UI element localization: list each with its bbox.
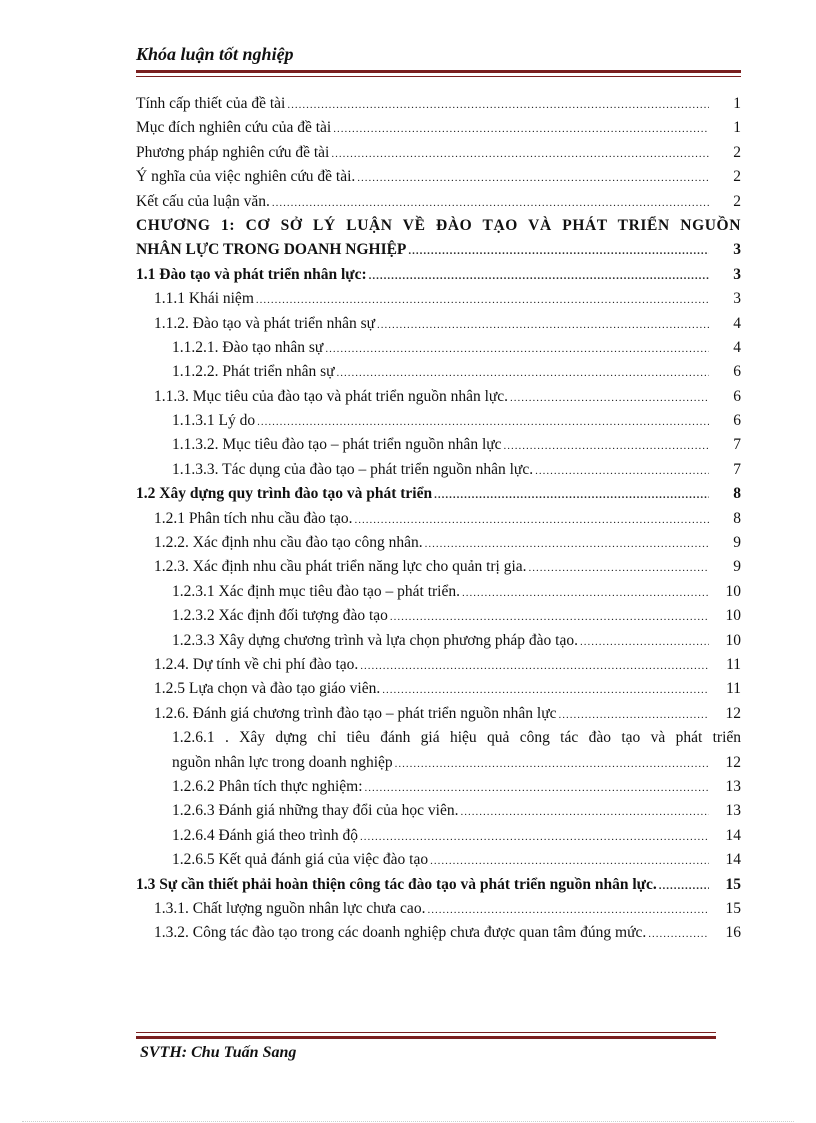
toc-entry[interactable] (136, 141, 741, 165)
toc-entry-wrapped[interactable]: 1.2.6.1 . Xây dựng chỉ tiêu đánh giá hiệu quả công tác đào tạo và phát triển (172, 729, 741, 747)
toc-entry-page: 2 (733, 168, 741, 186)
toc-entry-page: 9 (733, 558, 741, 576)
toc-entry-page: 4 (733, 338, 741, 356)
toc-entry-title: Kết cấu của luận văn. (136, 192, 270, 210)
toc-entry-page: 12 (725, 704, 741, 722)
toc-leader (331, 142, 709, 166)
toc-entry-page: 10 (725, 582, 741, 600)
toc-leader (460, 800, 709, 824)
toc-entry-title: 1.2.3. Xác định nhu cầu phát triển năng lực cho quản trị gia. (154, 558, 527, 576)
toc-leader (395, 752, 709, 776)
toc-entry-page: 13 (725, 802, 741, 820)
toc-leader (357, 166, 709, 190)
toc-entry[interactable] (136, 604, 741, 628)
toc-entry-title: Mục đích nghiên cứu của đề tài (136, 119, 332, 137)
toc-entry-title: 1.2.3.3 Xây dựng chương trình và lựa chọn phương pháp đào tạo. (172, 631, 578, 649)
toc-leader (287, 93, 709, 117)
toc-leader (257, 410, 709, 434)
toc-entry[interactable] (136, 458, 741, 482)
toc-leader (333, 117, 709, 141)
toc-entry-page: 1 (733, 119, 741, 137)
toc-entry-page: 15 (725, 875, 741, 893)
toc-entry-title: 1.1.2. Đào tạo và phát triển nhân sự (154, 314, 376, 332)
toc-entry-page: 15 (725, 899, 741, 917)
toc-entry[interactable] (136, 921, 741, 945)
toc-entry-page: 13 (725, 777, 741, 795)
toc-entry-title: nguồn nhân lực trong doanh nghiệp (172, 753, 393, 771)
toc-entry-page: 12 (725, 753, 741, 771)
toc-entry[interactable] (136, 165, 741, 189)
toc-entry[interactable] (136, 580, 741, 604)
toc-entry[interactable] (136, 116, 741, 140)
footer-rule-thin (136, 1032, 716, 1033)
toc-entry[interactable] (136, 336, 741, 360)
toc-entry-page: 16 (725, 924, 741, 942)
toc-entry-title: 1.2.2. Xác định nhu cầu đào tạo công nhân. (154, 534, 423, 552)
toc-entry[interactable] (136, 897, 741, 921)
header-title: Khóa luận tốt nghiệp (136, 44, 294, 64)
toc-entry-page: 6 (733, 412, 741, 430)
toc-entry-title: 1.1.2.1. Đào tạo nhân sự (172, 338, 324, 356)
toc-entry-title: 1.1 Đào tạo và phát triển nhân lực: (136, 265, 367, 283)
toc-entry-title: 1.2.3.1 Xác định mục tiêu đào tạo – phát triển. (172, 582, 460, 600)
toc-entry-page: 7 (733, 460, 741, 478)
toc-entry-title: 1.1.3.3. Tác dụng của đào tạo – phát triển nguồn nhân lực. (172, 460, 534, 478)
toc-leader (390, 605, 709, 629)
toc-leader (462, 581, 709, 605)
toc-entry-page: 8 (733, 509, 741, 527)
toc-entry[interactable] (136, 555, 741, 579)
toc-entry[interactable] (136, 873, 741, 897)
toc-entry-title: 1.2.6.5 Kết quả đánh giá của việc đào tạo (172, 851, 429, 869)
toc-entry[interactable] (136, 799, 741, 823)
toc-leader (272, 191, 709, 215)
toc-entry-page: 7 (733, 436, 741, 454)
toc-leader (425, 532, 709, 556)
header-rule-thin (136, 76, 741, 77)
toc-entry-page: 9 (733, 534, 741, 552)
toc-entry-page: 10 (725, 607, 741, 625)
toc-entry-page: 8 (733, 485, 741, 503)
toc-entry-title: 1.2.6.2 Phân tích thực nghiệm: (172, 777, 363, 795)
toc-leader (434, 483, 709, 507)
toc-entry[interactable] (136, 360, 741, 384)
toc-entry[interactable] (136, 507, 741, 531)
toc-leader (659, 874, 709, 898)
toc-entry-title: 1.1.1 Khái niệm (154, 290, 254, 308)
toc-entry-page: 10 (725, 631, 741, 649)
toc-leader (504, 434, 709, 458)
page-bottom-dotted-border (22, 1121, 794, 1122)
toc-entry[interactable] (136, 482, 741, 506)
toc-entry-title: 1.2.3.2 Xác định đối tượng đào tạo (172, 607, 388, 625)
toc-entry-page: 2 (733, 143, 741, 161)
toc-leader (360, 825, 709, 849)
toc-leader (430, 849, 709, 873)
toc-leader (377, 313, 709, 337)
toc-entry[interactable] (136, 190, 741, 214)
toc-entry-page: 1 (733, 95, 741, 112)
toc-leader (337, 361, 709, 385)
toc-entry[interactable] (136, 263, 741, 287)
toc-entry-page: 11 (726, 680, 741, 698)
header-rule-thick (136, 70, 741, 73)
toc-entry-title: 1.3.1. Chất lượng nguồn nhân lực chưa cao. (154, 899, 426, 917)
toc-entry-page: 3 (733, 241, 741, 259)
toc-entry[interactable] (136, 775, 741, 799)
toc-leader (535, 459, 709, 483)
toc-entry-title: 1.2.6.4 Đánh giá theo trình độ (172, 826, 358, 844)
toc-entry-title: 1.2.6. Đánh giá chương trình đào tạo – phát triển nguồn nhân lực (154, 704, 557, 722)
toc-entry-title: 1.1.3.2. Mục tiêu đào tạo – phát triển nguồn nhân lực (172, 436, 502, 454)
toc-leader (382, 678, 709, 702)
toc-entry-page: 6 (733, 363, 741, 381)
toc-leader (510, 386, 709, 410)
toc-chapter-heading[interactable]: CHƯƠNG 1: CƠ SỞ LÝ LUẬN VỀ ĐÀO TẠO VÀ PHÁT TRIỂN NGUỒN (136, 216, 741, 234)
toc-entry-page: 11 (726, 655, 741, 673)
toc-entry[interactable] (136, 653, 741, 677)
toc-entry-title: Phương pháp nghiên cứu đề tài (136, 143, 330, 161)
toc-entry-wrapped-cont[interactable] (136, 751, 741, 775)
toc-entry-title: 1.3 Sự cần thiết phải hoàn thiện công tác đào tạo và phát triển nguồn nhân lực. (136, 875, 657, 893)
toc-entry-page: 3 (733, 290, 741, 308)
toc-entry-title: Ý nghĩa của việc nghiên cứu đề tài. (136, 168, 356, 186)
toc-leader (360, 654, 709, 678)
toc-entry[interactable] (136, 287, 741, 311)
toc-entry-page: 14 (725, 826, 741, 844)
toc-leader (256, 288, 709, 312)
toc-entry-title: 1.2.6.3 Đánh giá những thay đổi của học viên. (172, 802, 459, 820)
toc-entry-page: 2 (733, 192, 741, 210)
toc-leader (408, 239, 709, 263)
toc-entry-title: 1.2.4. Dự tính về chi phí đào tạo. (154, 655, 359, 673)
toc-entry[interactable] (136, 92, 741, 116)
toc-entry-title: 1.1.3. Mục tiêu của đào tạo và phát triển nguồn nhân lực. (154, 387, 509, 405)
toc-entry-page: 4 (733, 314, 741, 332)
toc-entry-title: 1.1.3.1 Lý do (172, 412, 256, 430)
toc-leader (648, 922, 709, 946)
toc-entry[interactable] (136, 433, 741, 457)
toc-entry-title: 1.1.2.2. Phát triển nhân sự (172, 363, 335, 381)
toc-leader (580, 630, 709, 654)
toc-entry[interactable] (136, 385, 741, 409)
toc-entry[interactable] (136, 848, 741, 872)
toc-entry[interactable] (136, 531, 741, 555)
toc-entry-title: 1.3.2. Công tác đào tạo trong các doanh nghiệp chưa được quan tâm đúng mức. (154, 924, 647, 942)
toc-entry-title: Tính cấp thiết của đề tài (136, 95, 286, 112)
toc-leader (365, 776, 709, 800)
toc-entry[interactable] (136, 677, 741, 701)
toc-entry-title: 1.2.5 Lựa chọn và đào tạo giáo viên. (154, 680, 381, 698)
toc-entry[interactable] (136, 824, 741, 848)
toc-leader (369, 264, 709, 288)
toc-chapter-heading-cont[interactable] (136, 238, 741, 262)
toc-entry-title: 1.2 Xây dựng quy trình đào tạo và phát triển (136, 485, 433, 503)
toc-entry[interactable] (136, 312, 741, 336)
toc-entry-page: 14 (725, 851, 741, 869)
toc-entry-title: 1.2.1 Phân tích nhu cầu đào tạo. (154, 509, 353, 527)
toc-leader (325, 337, 709, 361)
table-of-contents (136, 92, 741, 946)
toc-leader (559, 703, 709, 727)
footer-author: SVTH: Chu Tuấn Sang (140, 1044, 297, 1061)
toc-entry-page: 6 (733, 387, 741, 405)
toc-entry-page: 3 (733, 265, 741, 283)
toc-entry-title: NHÂN LỰC TRONG DOANH NGHIỆP (136, 241, 407, 259)
toc-leader (354, 508, 709, 532)
toc-entry[interactable] (136, 702, 741, 726)
toc-entry[interactable] (136, 629, 741, 653)
toc-leader (427, 898, 709, 922)
footer-rule-thick (136, 1036, 716, 1039)
toc-entry[interactable] (136, 409, 741, 433)
toc-leader (529, 556, 709, 580)
